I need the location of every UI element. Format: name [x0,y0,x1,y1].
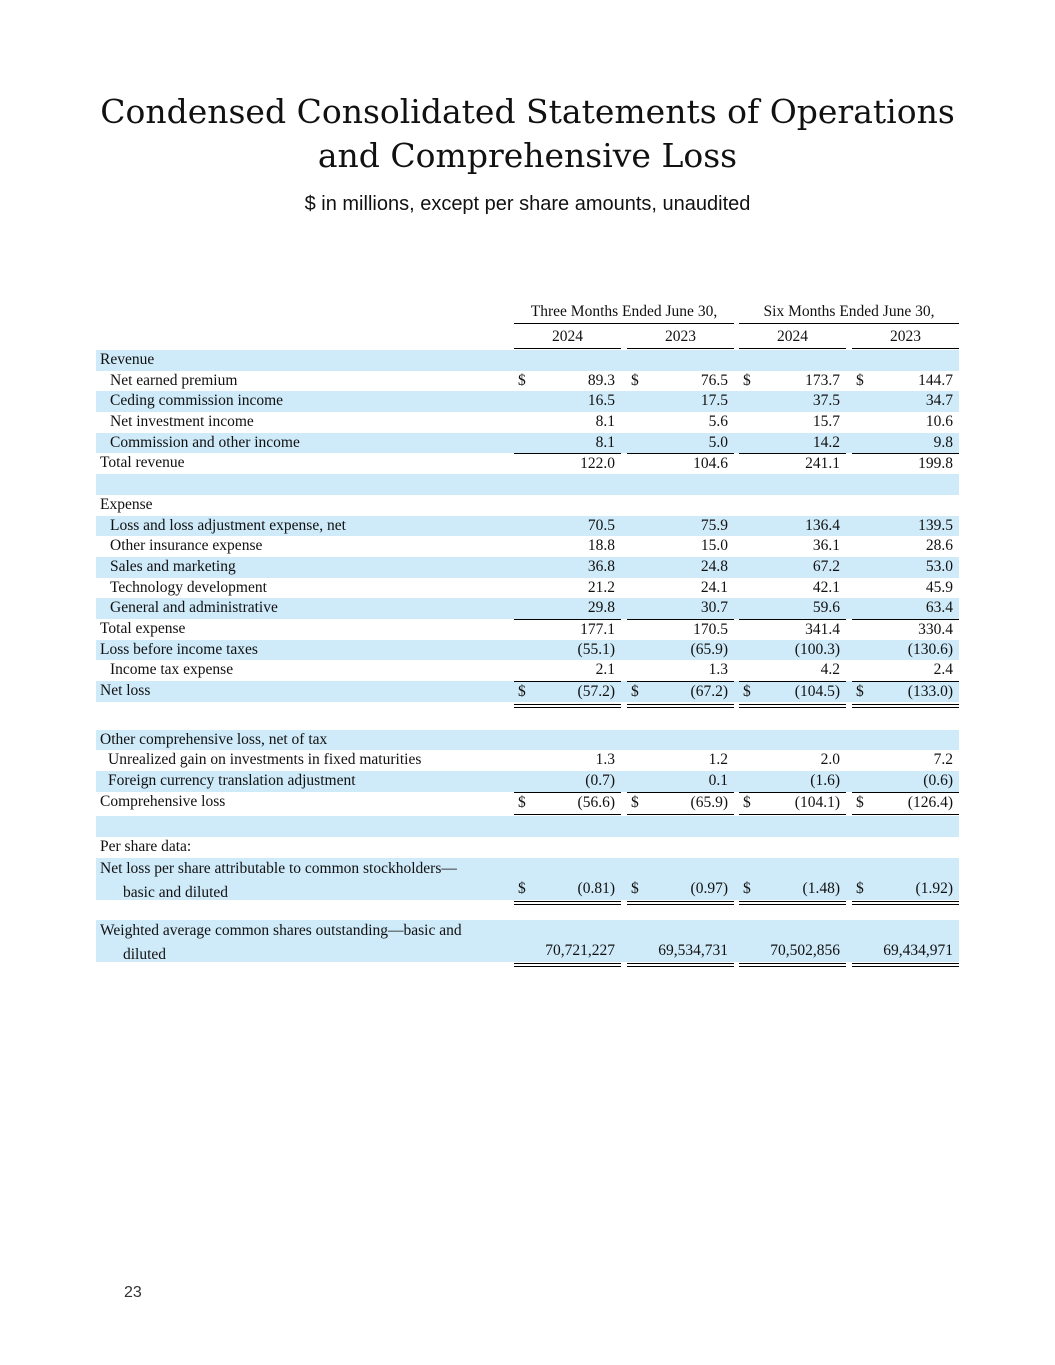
value-cell [514,371,621,392]
currency-symbol: $ [518,683,526,700]
cell-value: 104.6 [693,455,728,473]
cell-value: (100.3) [794,640,840,658]
currency-symbol: $ [743,793,751,811]
section-per-share [96,837,959,858]
value-cell [627,771,734,792]
section-other-comprehensive [96,730,959,751]
value-cell [627,598,734,619]
cell-value: 17.5 [700,392,728,410]
value-cell [739,516,846,537]
row-label: Loss before income taxes [100,640,258,658]
value-cell [852,557,959,578]
row-label: Expense [100,495,153,513]
cell-value: 4.2 [820,661,840,679]
value-cell [514,536,621,557]
cell-value: 144.7 [918,371,953,389]
spacer-row [96,816,959,837]
value-cell [739,792,846,814]
spacer-row [96,900,959,920]
value-cell [627,879,734,900]
value-cell [739,941,846,962]
table-row [96,433,959,454]
cell-value: (65.9) [690,640,728,658]
value-cell [739,536,846,557]
value-cell [627,557,734,578]
value-cell [852,619,959,641]
cell-value: 8.1 [595,413,615,431]
cell-value: (55.1) [577,640,615,658]
cell-value: 36.1 [812,537,840,555]
row-label: Comprehensive loss [100,792,226,810]
cell-value: 76.5 [700,371,728,389]
value-cell [627,660,734,681]
title-line-1: Condensed Consolidated Statements of Operations [100,92,955,131]
cell-value: 59.6 [812,599,840,617]
value-cell [852,941,959,962]
currency-symbol: $ [743,879,751,897]
value-cell [852,640,959,661]
value-cell [739,391,846,412]
row-label: Revenue [100,351,155,368]
cell-value: (57.2) [577,683,615,700]
cell-value: 16.5 [587,392,615,410]
cell-value: 36.8 [587,557,615,575]
table-row [96,858,959,900]
row-label: Per share data: [100,838,192,856]
cell-value: (130.6) [907,640,953,658]
spacer-row [96,474,959,495]
cell-value: 89.3 [587,371,615,389]
value-cell [852,578,959,599]
value-cell [627,941,734,962]
header-three-months: Three Months Ended June 30, [514,300,734,324]
header-year: 2024 [739,325,846,349]
currency-symbol: $ [518,793,526,811]
cell-value: (104.1) [794,793,840,811]
cell-value: 330.4 [918,620,953,638]
currency-symbol: $ [856,371,864,389]
cell-value: 5.0 [708,433,728,451]
row-label: Technology development [110,578,267,596]
value-cell [739,578,846,599]
table-row [96,792,959,813]
cell-value: 15.7 [812,413,840,431]
value-cell [514,391,621,412]
value-cell [739,412,846,433]
cell-value: 8.1 [595,433,615,451]
row-label: Commission and other income [110,433,300,451]
value-cell [852,750,959,771]
section-revenue [96,350,959,371]
page-subtitle: $ in millions, except per share amounts, unaudited [304,193,751,215]
value-cell [627,640,734,661]
table-row [96,660,959,681]
cell-value: 199.8 [918,455,953,473]
cell-value: 24.1 [700,578,728,596]
cell-value: 21.2 [587,578,615,596]
value-cell [852,453,959,475]
value-cell [514,771,621,792]
cell-value: (1.6) [810,772,840,790]
row-label: Net loss [100,682,151,699]
value-cell [514,433,621,454]
row-label-line-2: diluted [123,945,167,963]
row-label: Other insurance expense [110,537,263,555]
value-cell [627,412,734,433]
financial-table [96,300,959,962]
cell-value: 15.0 [700,537,728,555]
cell-value: (65.9) [690,793,728,811]
table-row [96,681,959,702]
cell-value: 70.5 [587,516,615,534]
value-cell [739,640,846,661]
header-year: 2023 [627,325,734,349]
cell-value: 37.5 [812,392,840,410]
cell-value: 75.9 [700,516,728,534]
value-cell [627,516,734,537]
cell-value: 241.1 [805,455,840,473]
table-row [96,750,959,771]
cell-value: (104.5) [794,683,840,700]
currency-symbol: $ [743,683,751,700]
cell-value: 173.7 [805,371,840,389]
cell-value: 24.8 [700,557,728,575]
cell-value: (0.81) [577,879,615,897]
cell-value: 7.2 [933,751,953,769]
value-cell [514,750,621,771]
value-cell [739,619,846,641]
cell-value: (126.4) [907,793,953,811]
row-label [100,858,457,903]
value-cell [514,598,621,619]
cell-value: 28.6 [925,537,953,555]
value-cell [627,453,734,475]
value-cell [514,412,621,433]
row-label: Net investment income [110,413,254,431]
cell-value: 0.1 [708,772,728,790]
value-cell [514,941,621,962]
value-cell [852,536,959,557]
cell-value: (0.7) [585,772,615,790]
value-cell [739,371,846,392]
cell-value: (1.92) [915,879,953,897]
row-label-line-2: basic and diluted [123,883,229,901]
cell-value: 14.2 [812,433,840,451]
value-cell [627,750,734,771]
cell-value: 45.9 [925,578,953,596]
cell-value: 34.7 [925,392,953,410]
value-cell [514,660,621,681]
cell-value: (133.0) [907,683,953,700]
cell-value: (0.6) [923,772,953,790]
table-row [96,619,959,640]
value-cell [514,792,621,814]
currency-symbol: $ [631,793,639,811]
cell-value: 69,434,971 [883,941,953,959]
cell-value: 139.5 [918,516,953,534]
cell-value: 5.6 [708,413,728,431]
table-row [96,516,959,537]
header-year: 2023 [852,325,959,349]
currency-symbol: $ [856,879,864,897]
value-cell [627,433,734,454]
value-cell [852,771,959,792]
value-cell [852,391,959,412]
value-cell [852,433,959,454]
cell-value: (1.48) [802,879,840,897]
row-label: Sales and marketing [110,557,236,575]
title-line-2: and Comprehensive Loss [317,136,738,175]
row-label: Net earned premium [110,371,238,389]
row-label-line-1: Net loss per share attributable to common stockholders— [100,859,457,877]
cell-value: 1.2 [708,751,728,769]
row-label: Income tax expense [110,661,234,679]
value-cell [739,750,846,771]
row-label: Total revenue [100,454,185,472]
cell-value: 2.0 [820,751,840,769]
cell-value: 136.4 [805,516,840,534]
cell-value: 1.3 [595,751,615,769]
value-cell [627,681,734,703]
value-cell [852,371,959,392]
value-cell [852,879,959,900]
value-cell [627,578,734,599]
value-cell [627,536,734,557]
table-row [96,412,959,433]
table-row [96,640,959,661]
cell-value: 2.4 [933,661,953,679]
value-cell [627,371,734,392]
cell-value: 63.4 [925,599,953,617]
value-cell [514,516,621,537]
row-label: Unrealized gain on investments in fixed maturities [108,751,422,769]
value-cell [739,771,846,792]
cell-value: 177.1 [580,620,615,638]
page-title [0,90,1055,178]
row-label: Ceding commission income [110,392,284,410]
cell-value: (56.6) [577,793,615,811]
row-label: Foreign currency translation adjustment [108,772,356,790]
page-number: 23 [124,1284,142,1301]
cell-value: 2.1 [595,661,615,679]
row-label: Total expense [100,619,186,637]
currency-symbol: $ [743,371,751,389]
value-cell [514,879,621,900]
spacer-row [96,702,959,730]
value-cell [514,557,621,578]
table-row [96,920,959,962]
cell-value: 70,721,227 [545,941,615,959]
value-cell [852,516,959,537]
cell-value: 70,502,856 [770,941,840,959]
cell-value: 341.4 [805,620,840,638]
value-cell [739,681,846,703]
value-cell [739,453,846,475]
cell-value: (67.2) [690,683,728,700]
header-six-months: Six Months Ended June 30, [739,300,959,324]
value-cell [514,640,621,661]
table-row [96,536,959,557]
currency-symbol: $ [631,683,639,700]
value-cell [852,681,959,703]
row-label: Other comprehensive loss, net of tax [100,730,328,748]
value-cell [627,792,734,814]
value-cell [627,391,734,412]
table-row [96,371,959,392]
value-cell [852,660,959,681]
value-cell [739,598,846,619]
table-row [96,557,959,578]
cell-value: 29.8 [587,599,615,617]
cell-value: 9.8 [933,433,953,451]
row-label [100,920,462,965]
currency-symbol: $ [631,371,639,389]
value-cell [514,681,621,703]
header-year: 2024 [514,325,621,349]
value-cell [739,879,846,900]
cell-value: (0.97) [690,879,728,897]
section-expense [96,495,959,516]
cell-value: 69,534,731 [658,941,728,959]
value-cell [852,792,959,814]
value-cell [514,619,621,641]
value-cell [627,619,734,641]
value-cell [514,578,621,599]
value-cell [739,557,846,578]
currency-symbol: $ [518,879,526,897]
value-cell [739,660,846,681]
value-cell [739,433,846,454]
cell-value: 122.0 [580,455,615,473]
value-cell [514,453,621,475]
table-row [96,391,959,412]
value-cell [852,412,959,433]
cell-value: 67.2 [812,557,840,575]
cell-value: 18.8 [587,537,615,555]
cell-value: 42.1 [812,578,840,596]
row-label-line-1: Weighted average common shares outstanding—basic and [100,921,462,939]
table-row [96,453,959,474]
value-cell [852,598,959,619]
cell-value: 30.7 [700,599,728,617]
cell-value: 53.0 [925,557,953,575]
cell-value: 1.3 [708,661,728,679]
table-row [96,578,959,599]
currency-symbol: $ [518,371,526,389]
table-row [96,598,959,619]
cell-value: 170.5 [693,620,728,638]
row-label: Loss and loss adjustment expense, net [110,516,346,534]
currency-symbol: $ [856,793,864,811]
currency-symbol: $ [856,683,864,700]
cell-value: 10.6 [925,413,953,431]
currency-symbol: $ [631,879,639,897]
table-row [96,771,959,792]
table-header [96,300,959,350]
row-label: General and administrative [110,599,278,617]
